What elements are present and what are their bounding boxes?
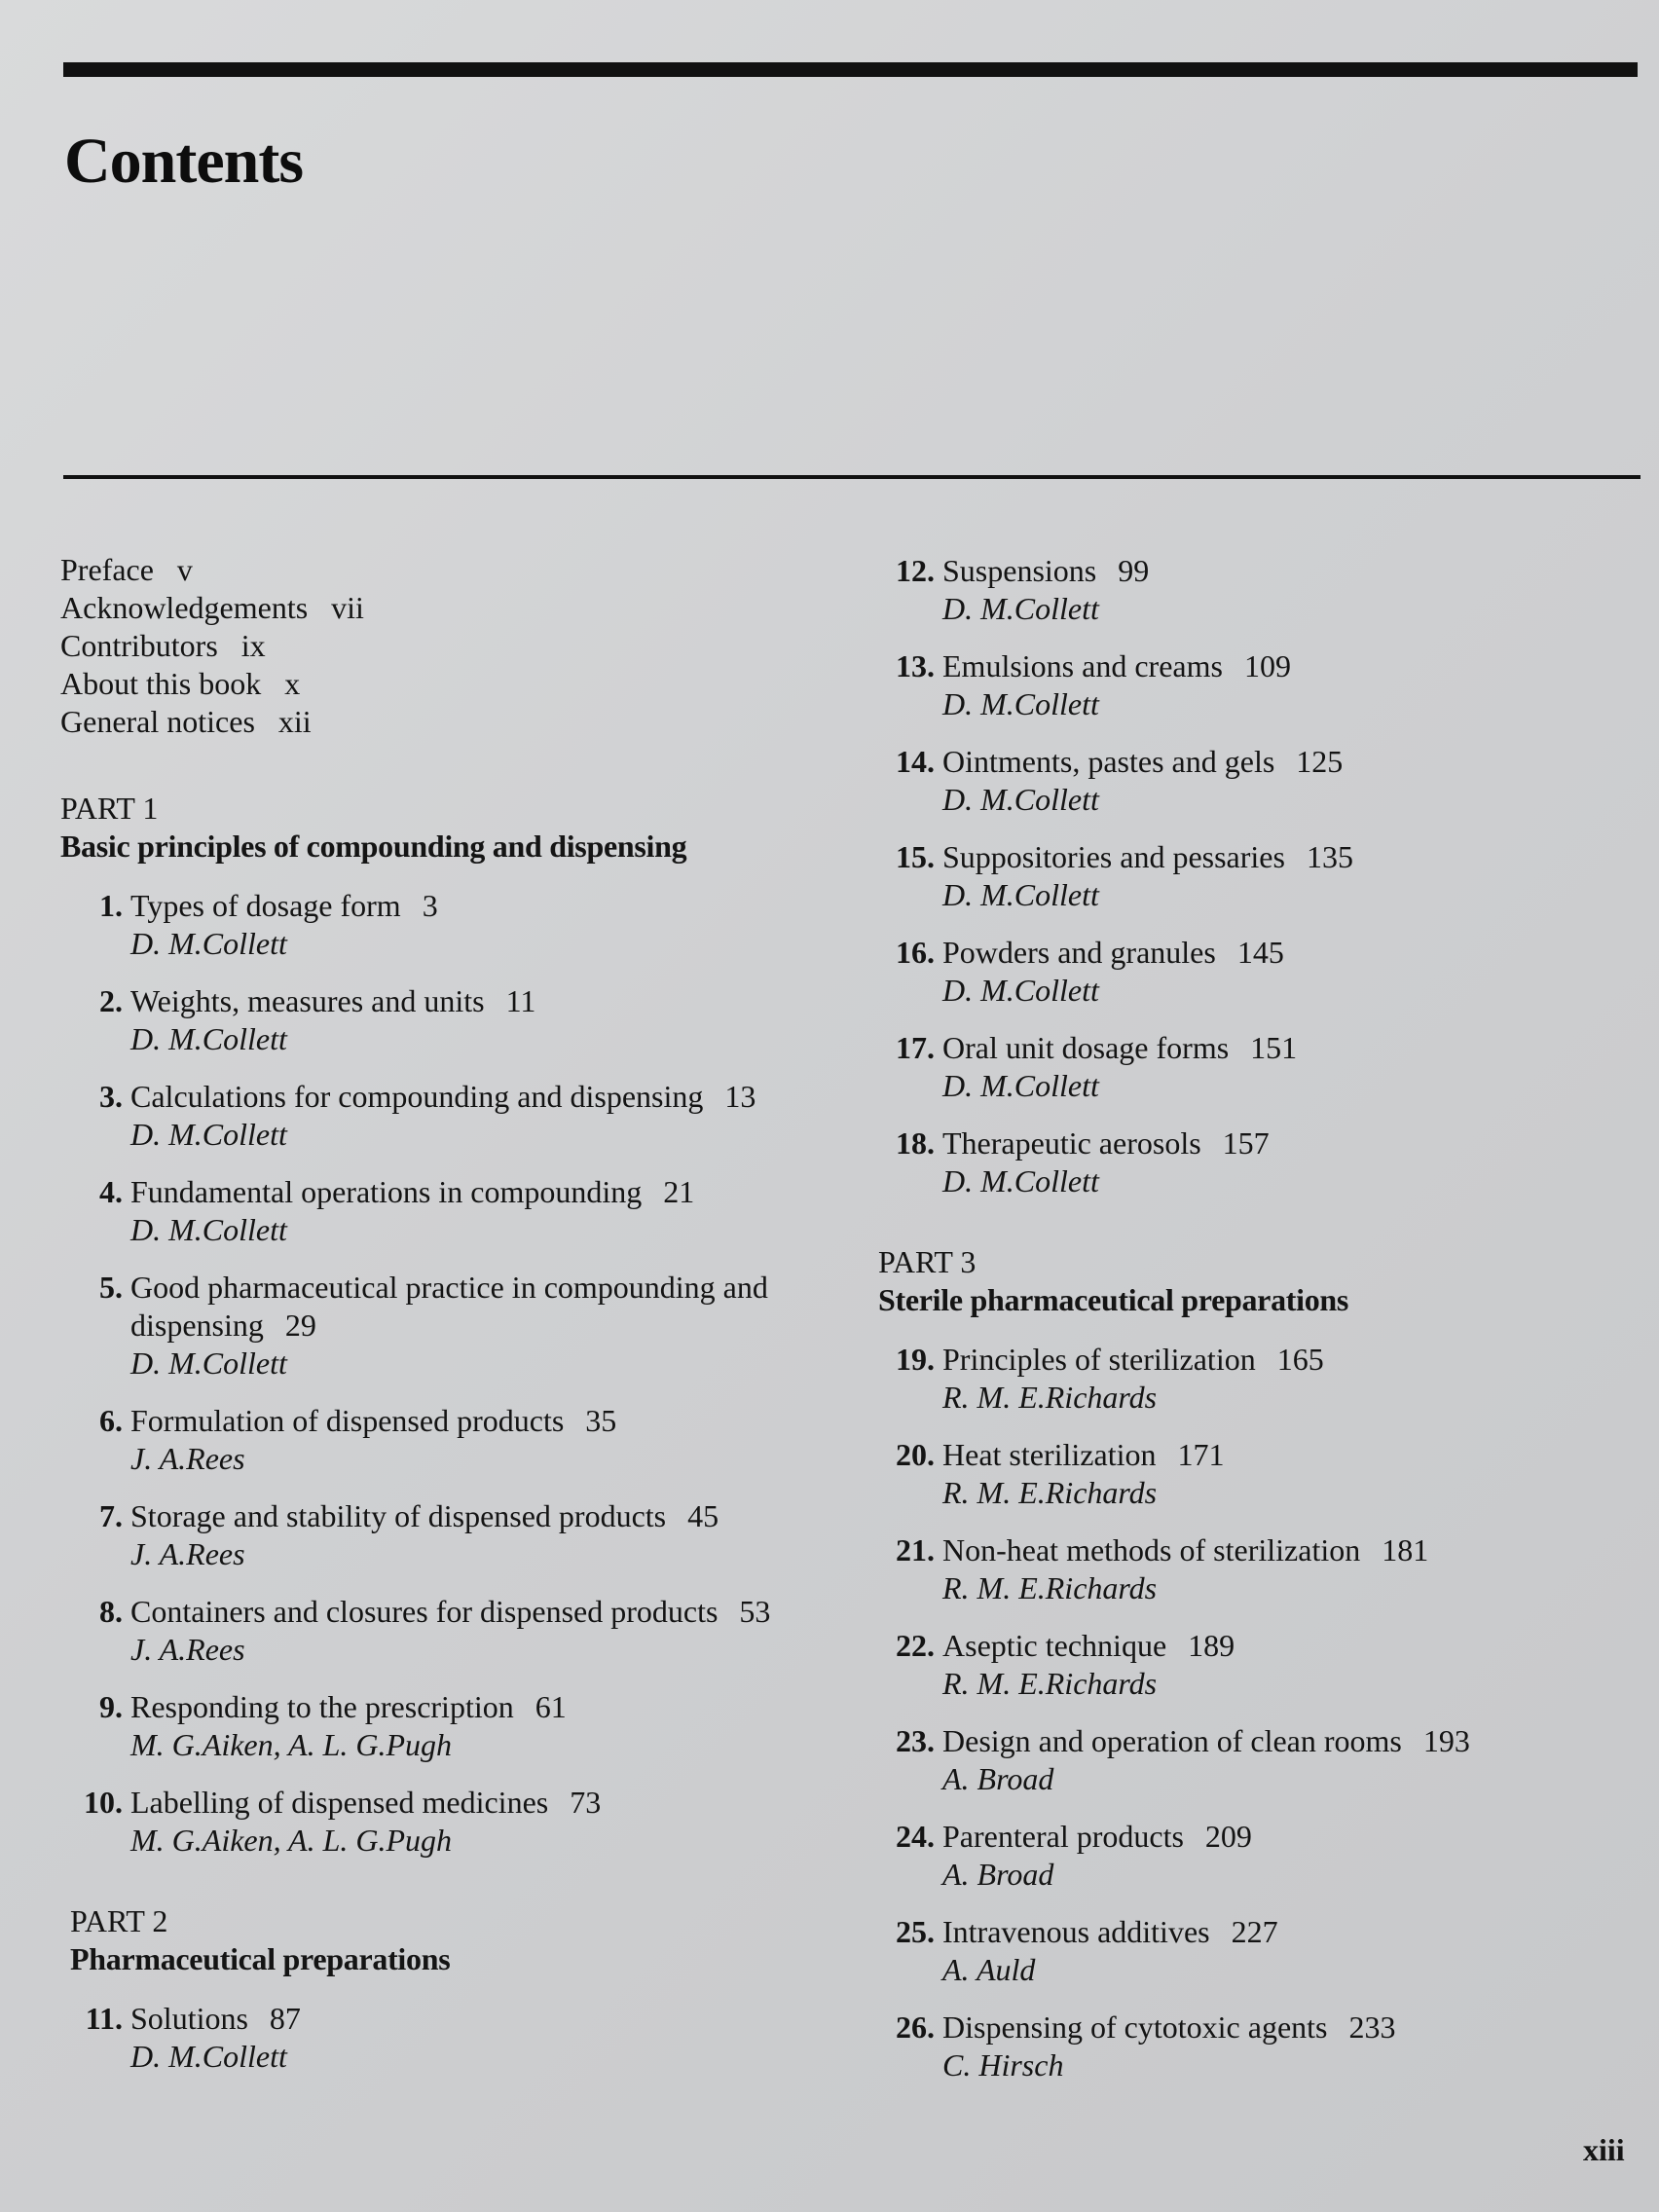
chapter-author: C. Hirsch <box>942 2047 1064 2083</box>
chapter-entry <box>878 1722 1638 1798</box>
part-label: PART 3 <box>878 1244 977 1279</box>
part-title: Pharmaceutical preparations <box>70 1941 451 1976</box>
chapter-number: 14. <box>896 744 935 779</box>
chapter-entry <box>878 1436 1638 1512</box>
chapter-number: 17. <box>896 1030 935 1065</box>
part-title: Basic principles of compounding and dispensing <box>60 829 687 864</box>
chapter-page: 125 <box>1296 744 1344 779</box>
chapter-title: Fundamental operations in compounding <box>130 1174 643 1209</box>
chapter-entry <box>878 1341 1638 1417</box>
chapter-page: 109 <box>1243 648 1291 683</box>
chapter-author: J. A.Rees <box>130 1632 245 1667</box>
chapter-number: 23. <box>896 1723 935 1758</box>
chapter-author: M. G.Aiken, A. L. G.Pugh <box>130 1823 453 1858</box>
chapter-entry <box>66 1497 859 1573</box>
chapter-list-part-2-continued <box>878 552 1638 1200</box>
chapter-number: 15. <box>896 839 935 874</box>
part-label: PART 2 <box>70 1903 168 1938</box>
chapter-author: D. M.Collett <box>130 1117 287 1152</box>
chapter-entry <box>878 1124 1638 1200</box>
contents-column-right <box>878 552 1638 2104</box>
chapter-number: 18. <box>896 1125 935 1161</box>
chapter-author: R. M. E.Richards <box>942 1570 1158 1605</box>
chapter-number: 10. <box>84 1785 123 1820</box>
chapter-page: 87 <box>269 2001 301 2036</box>
chapter-author: D. M.Collett <box>130 1021 287 1056</box>
part-heading <box>878 1243 1638 1319</box>
chapter-number: 20. <box>896 1437 935 1472</box>
chapter-title: Good pharmaceutical practice in compounding and dispensing <box>130 1270 768 1343</box>
chapter-page: 21 <box>663 1174 695 1209</box>
chapter-number: 26. <box>896 2009 935 2045</box>
chapter-number: 7. <box>99 1498 123 1533</box>
chapter-entry <box>878 1913 1638 1989</box>
front-matter-item: Contributors ix <box>60 628 266 663</box>
chapter-page: 145 <box>1236 935 1284 970</box>
contents-column-left <box>60 551 859 2095</box>
chapter-title: Weights, measures and units <box>130 983 485 1018</box>
chapter-number: 6. <box>99 1403 123 1438</box>
chapter-author: A. Broad <box>942 1857 1054 1892</box>
chapter-title: Oral unit dosage forms <box>942 1030 1230 1065</box>
chapter-entry <box>878 647 1638 723</box>
chapter-author: D. M.Collett <box>130 2039 287 2074</box>
chapter-list-part-3 <box>878 1341 1638 2084</box>
chapter-page: 13 <box>724 1079 756 1114</box>
chapter-title: Design and operation of clean rooms <box>942 1723 1402 1758</box>
chapter-author: M. G.Aiken, A. L. G.Pugh <box>130 1727 453 1762</box>
chapter-number: 12. <box>896 553 935 588</box>
chapter-title: Types of dosage form <box>130 888 401 923</box>
chapter-page: 61 <box>535 1689 567 1724</box>
chapter-list-part-1 <box>60 887 859 1860</box>
chapter-page: 165 <box>1276 1342 1324 1377</box>
chapter-number: 11. <box>85 2001 123 2036</box>
chapter-title: Solutions <box>130 2001 248 2036</box>
chapter-number: 4. <box>99 1174 123 1209</box>
part-label: PART 1 <box>60 791 159 826</box>
chapter-title: Therapeutic aerosols <box>942 1125 1201 1161</box>
chapter-title: Labelling of dispensed medicines <box>130 1785 549 1820</box>
chapter-entry <box>878 2009 1638 2084</box>
chapter-title: Non-heat methods of sterilization <box>942 1532 1361 1567</box>
front-matter-item: Preface v <box>60 552 193 587</box>
chapter-author: R. M. E.Richards <box>942 1475 1158 1510</box>
chapter-title: Calculations for compounding and dispensing <box>130 1079 704 1114</box>
chapter-entry <box>878 1531 1638 1607</box>
chapter-author: A. Auld <box>942 1952 1036 1987</box>
chapter-entry <box>66 1688 859 1764</box>
chapter-number: 2. <box>99 983 123 1018</box>
chapter-number: 16. <box>896 935 935 970</box>
chapter-page: 151 <box>1250 1030 1298 1065</box>
chapter-author: D. M.Collett <box>130 1346 287 1381</box>
chapter-author: R. M. E.Richards <box>942 1380 1158 1415</box>
chapter-list-part-2 <box>60 2000 859 2076</box>
chapter-page: 189 <box>1188 1628 1235 1663</box>
chapter-title: Containers and closures for dispensed products <box>130 1594 719 1629</box>
chapter-page: 181 <box>1382 1532 1429 1567</box>
chapter-author: R. M. E.Richards <box>942 1666 1158 1701</box>
chapter-title: Emulsions and creams <box>942 648 1223 683</box>
chapter-author: D. M.Collett <box>942 591 1099 626</box>
chapter-entry <box>878 1029 1638 1105</box>
chapter-entry <box>66 1078 859 1154</box>
page-title: Contents <box>64 126 304 197</box>
chapter-entry <box>878 838 1638 914</box>
chapter-page: 233 <box>1348 2009 1396 2045</box>
chapter-title: Dispensing of cytotoxic agents <box>942 2009 1328 2045</box>
chapter-title: Suspensions <box>942 553 1097 588</box>
chapter-author: D. M.Collett <box>130 926 287 961</box>
front-matter-item: Acknowledgements vii <box>60 590 364 625</box>
chapter-number: 24. <box>896 1819 935 1854</box>
front-matter-list <box>60 551 859 741</box>
chapter-title: Parenteral products <box>942 1819 1184 1854</box>
chapter-number: 5. <box>99 1270 123 1305</box>
front-matter-item: General notices xii <box>60 704 312 739</box>
chapter-number: 25. <box>896 1914 935 1949</box>
chapter-entry <box>66 2000 859 2076</box>
chapter-title: Intravenous additives <box>942 1914 1210 1949</box>
chapter-number: 22. <box>896 1628 935 1663</box>
chapter-author: J. A.Rees <box>130 1441 245 1476</box>
chapter-number: 1. <box>99 888 123 923</box>
chapter-number: 13. <box>896 648 935 683</box>
chapter-author: D. M.Collett <box>942 877 1099 912</box>
chapter-title: Aseptic technique <box>942 1628 1167 1663</box>
chapter-title: Ointments, pastes and gels <box>942 744 1275 779</box>
chapter-title: Responding to the prescription <box>130 1689 514 1724</box>
chapter-number: 19. <box>896 1342 935 1377</box>
chapter-page: 45 <box>687 1498 719 1533</box>
part-heading <box>60 790 859 866</box>
chapter-entry <box>66 1593 859 1669</box>
part-title: Sterile pharmaceutical preparations <box>878 1282 1349 1317</box>
chapter-number: 9. <box>99 1689 123 1724</box>
chapter-author: D. M.Collett <box>942 1163 1099 1198</box>
chapter-page: 53 <box>739 1594 771 1629</box>
chapter-page: 193 <box>1422 1723 1470 1758</box>
section-rule <box>63 475 1641 479</box>
chapter-title: Principles of sterilization <box>942 1342 1256 1377</box>
chapter-entry <box>878 934 1638 1010</box>
chapter-number: 3. <box>99 1079 123 1114</box>
chapter-entry <box>66 1269 859 1382</box>
chapter-page: 99 <box>1118 553 1150 588</box>
chapter-entry <box>878 1818 1638 1894</box>
chapter-page: 135 <box>1306 839 1353 874</box>
chapter-author: D. M.Collett <box>942 1068 1099 1103</box>
chapter-number: 21. <box>896 1532 935 1567</box>
chapter-page: 11 <box>505 983 536 1018</box>
chapter-entry <box>878 1627 1638 1703</box>
chapter-page: 227 <box>1231 1914 1278 1949</box>
page-number: xiii <box>1583 2132 1625 2167</box>
chapter-author: D. M.Collett <box>130 1212 287 1247</box>
top-rule <box>63 62 1638 77</box>
chapter-page: 29 <box>284 1308 316 1343</box>
chapter-author: D. M.Collett <box>942 973 1099 1008</box>
chapter-page: 157 <box>1222 1125 1270 1161</box>
chapter-entry <box>66 1173 859 1249</box>
chapter-author: D. M.Collett <box>942 782 1099 817</box>
chapter-page: 73 <box>570 1785 602 1820</box>
chapter-entry <box>66 982 859 1058</box>
chapter-entry <box>66 1784 859 1860</box>
chapter-entry <box>66 887 859 963</box>
chapter-title: Suppositories and pessaries <box>942 839 1285 874</box>
chapter-entry <box>878 552 1638 628</box>
chapter-title: Heat sterilization <box>942 1437 1157 1472</box>
chapter-page: 3 <box>422 888 438 923</box>
chapter-author: A. Broad <box>942 1761 1054 1796</box>
chapter-title: Storage and stability of dispensed products <box>130 1498 667 1533</box>
chapter-title: Powders and granules <box>942 935 1216 970</box>
chapter-entry <box>878 743 1638 819</box>
part-heading <box>70 1902 859 1978</box>
chapter-page: 171 <box>1177 1437 1225 1472</box>
chapter-author: J. A.Rees <box>130 1536 245 1571</box>
chapter-title: Formulation of dispensed products <box>130 1403 565 1438</box>
chapter-entry <box>66 1402 859 1478</box>
chapter-page: 209 <box>1204 1819 1252 1854</box>
front-matter-item: About this book x <box>60 666 301 701</box>
chapter-number: 8. <box>99 1594 123 1629</box>
chapter-page: 35 <box>585 1403 617 1438</box>
chapter-author: D. M.Collett <box>942 686 1099 721</box>
